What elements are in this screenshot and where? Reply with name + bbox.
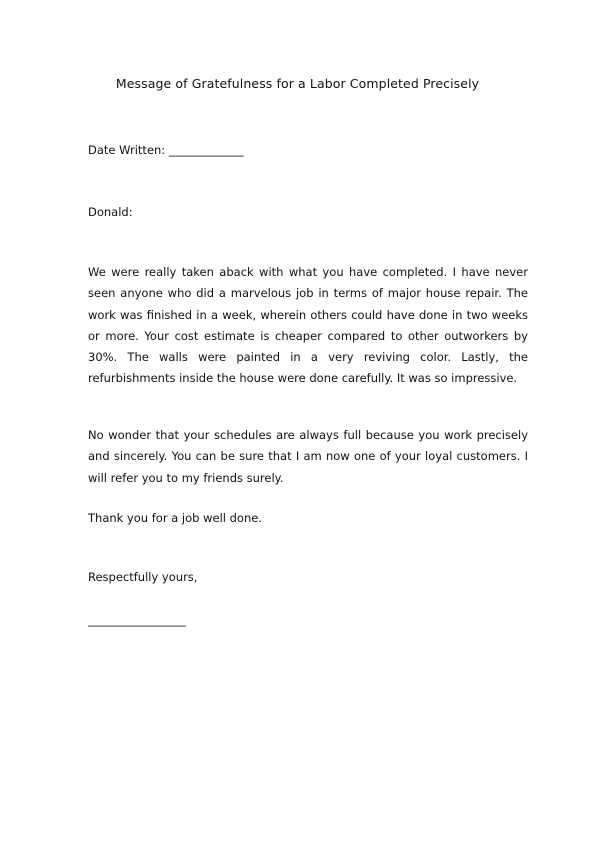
letter-title: Message of Gratefulness for a Labor Completed Precisely [115, 76, 480, 91]
body-paragraph-1: We were really taken aback with what you have completed. I have never seen anyone who did a marvelous job in terms of major house repair. The work was finished in a week, wherein others could have done in two weeks or more. Your cost estimate is cheaper compared to other outworkers by 30%. The walls were painted in a very reviving color. Lastly, the refurbishments inside the house were done carefully. It was so impressive. [88, 265, 528, 386]
closing: Respectfully yours, [88, 570, 198, 584]
date-written-line: Date Written: _____________ [88, 143, 244, 157]
salutation: Donald: [88, 205, 133, 219]
signature-line: _________________ [88, 613, 186, 627]
body-paragraph-2: No wonder that your schedules are always full because you work precisely and sincerely. You can be sure that I am now one of your loyal customers. I will refer you to my friends surely. [88, 428, 528, 485]
body-paragraph-3: Thank you for a job well done. [88, 511, 262, 525]
